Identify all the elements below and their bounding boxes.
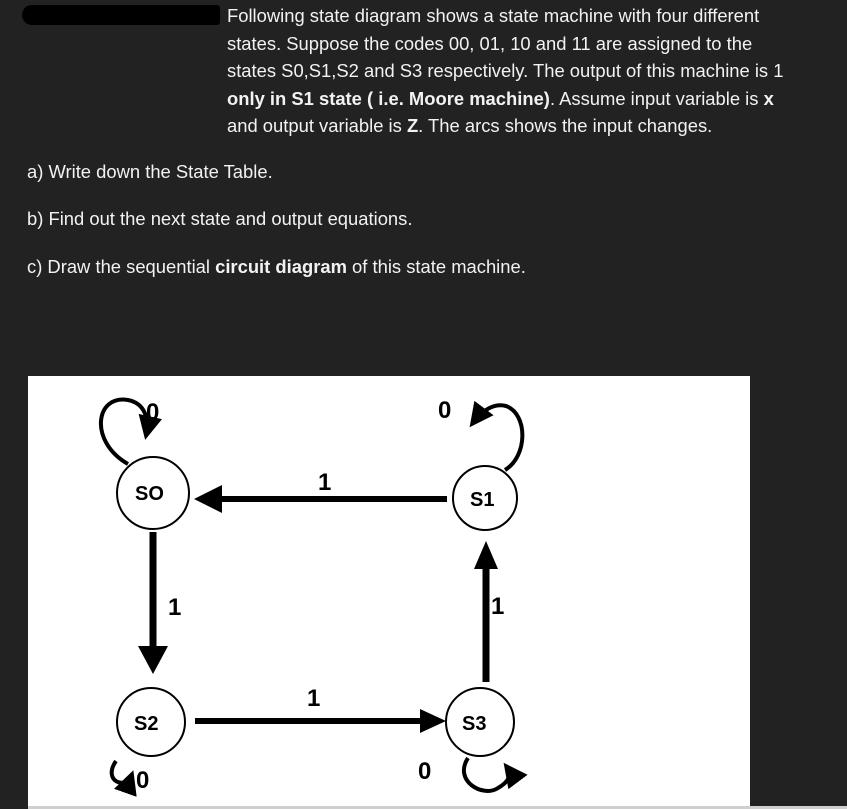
state-s0-label: SO	[135, 483, 164, 505]
transition-s2-to-s3-label: 1	[307, 685, 321, 712]
part-c-emphasis: circuit diagram	[215, 256, 347, 277]
transition-s3-self-loop	[418, 758, 509, 791]
transition-s0-to-s2-label: 1	[168, 594, 182, 621]
transition-s0-to-s2	[138, 532, 181, 674]
transition-s2-to-s3	[195, 685, 446, 733]
question-mid-1: . Assume input variable is	[549, 87, 764, 109]
question-end: . The arcs shows the input changes.	[418, 115, 713, 136]
transition-s2-to-s3-arrowhead	[420, 709, 446, 733]
state-s2-label: S2	[134, 713, 159, 735]
transition-s3-to-s1-label: 1	[491, 593, 505, 620]
transition-s3-self-loop-label: 0	[418, 758, 432, 785]
transition-s1-to-s0	[194, 469, 447, 513]
transition-s0-self-loop-arc	[101, 399, 147, 464]
transition-s2-self-loop	[112, 761, 150, 794]
question-emphasis-moore: only in S1 state ( i.e. Moore machine)	[227, 87, 550, 109]
transition-s3-self-loop-arc	[464, 758, 509, 791]
transition-s2-self-loop-arc	[112, 761, 132, 783]
question-mid-2: and output variable is	[227, 115, 407, 136]
transition-s1-self-loop-arc	[472, 405, 522, 470]
state-s3-label: S3	[462, 713, 487, 735]
question-intro: Following state diagram shows a state machine with four different states. Suppose the codes 00, 01, 10 and 11 are assigned to the states S0,S1,S2 and S3 respectively. The output of this machine is 1	[227, 5, 784, 81]
state-s2	[117, 688, 185, 756]
transition-s1-to-s0-label: 1	[318, 469, 332, 496]
state-s1-label: S1	[470, 489, 495, 511]
state-s0	[117, 457, 189, 529]
part-c-suffix: of this state machine.	[346, 256, 526, 277]
transition-s1-self-loop-label: 0	[438, 397, 452, 424]
transition-s2-self-loop-label: 0	[136, 767, 150, 794]
question-emphasis-z: Z	[406, 115, 419, 136]
part-c	[27, 255, 526, 279]
transition-s0-to-s2-arrowhead	[138, 646, 168, 674]
transition-s1-to-s0-arrowhead	[194, 485, 222, 513]
transition-s0-self-loop	[101, 399, 159, 464]
state-diagram-canvas	[28, 376, 750, 809]
state-s3	[446, 688, 514, 756]
state-s1	[453, 466, 517, 530]
part-a: a) Write down the State Table.	[27, 161, 273, 182]
transition-s3-to-s1	[474, 541, 504, 682]
transition-s0-self-loop-label: 0	[146, 399, 160, 426]
question-emphasis-x: x	[763, 87, 774, 109]
transition-s3-to-s1-arrowhead	[474, 541, 498, 569]
part-b: b) Find out the next state and output equations.	[27, 208, 413, 229]
question-body	[27, 2, 787, 140]
transition-s1-self-loop	[438, 397, 522, 470]
state-diagram	[28, 376, 750, 809]
question-text	[27, 2, 787, 140]
part-c-prefix: c) Draw the sequential	[27, 256, 216, 277]
